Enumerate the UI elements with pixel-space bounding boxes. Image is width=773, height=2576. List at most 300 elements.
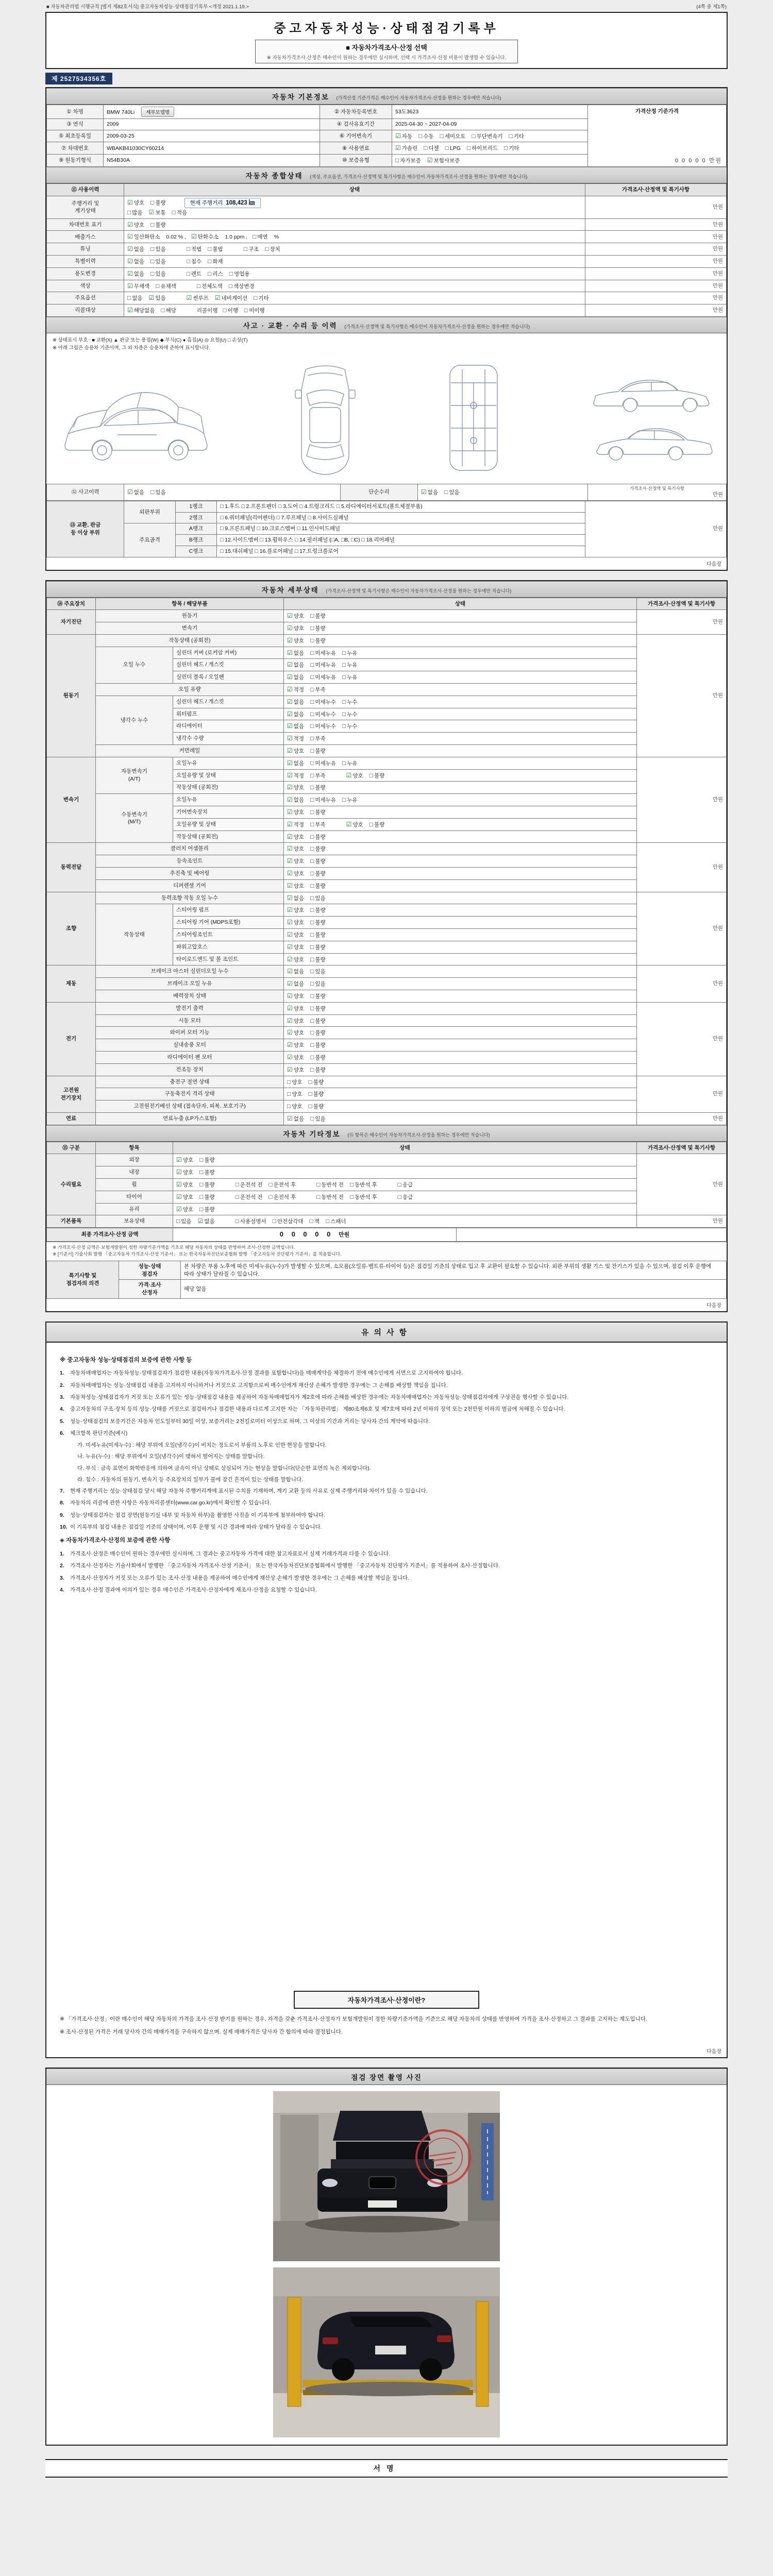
status-cell xyxy=(284,696,637,708)
checkbox-option[interactable] xyxy=(287,1006,304,1012)
notice-body xyxy=(46,1343,727,1603)
basic-section-note: (가격산정 기준가격은 매수인이 자동차가격조사·산정을 원하는 경우에만 적습니다) xyxy=(336,95,501,100)
checkbox-option[interactable] xyxy=(346,773,363,779)
status-cell xyxy=(284,1027,637,1039)
checkbox-option[interactable] xyxy=(161,308,176,314)
checkbox-option[interactable] xyxy=(229,271,250,277)
checkbox-label: 없음 xyxy=(293,723,305,730)
detail-model-button[interactable]: 세부모델명 xyxy=(141,107,174,117)
checkbox-option[interactable] xyxy=(310,711,336,718)
checkbox-label: 동반석 후 xyxy=(355,1181,377,1188)
checkbox-option[interactable] xyxy=(199,1157,215,1163)
checkbox-option[interactable] xyxy=(287,699,304,705)
checkbox-label: 있음 xyxy=(155,246,166,253)
checkbox-option[interactable] xyxy=(287,638,304,644)
checkbox-option[interactable] xyxy=(254,295,269,301)
checkbox-option[interactable] xyxy=(199,1207,215,1213)
unchecked-checkbox-icon: □ xyxy=(310,968,314,975)
checkbox-option[interactable] xyxy=(150,489,166,496)
checkbox-option[interactable] xyxy=(310,1055,326,1061)
checkbox-option[interactable] xyxy=(342,797,358,803)
checkbox-option[interactable] xyxy=(198,1218,215,1225)
rank-items[interactable]: □ 1.후드 □ 2.프론트펜더 □ 3.도어 □ 4.트렁크리드 □ 5.라디에이터서포트(볼트체결부품) xyxy=(217,501,585,513)
checkbox-option[interactable] xyxy=(310,1030,326,1036)
device-label: 자기진단 xyxy=(47,610,96,635)
checkbox-option[interactable] xyxy=(172,210,188,216)
checkbox-option[interactable] xyxy=(287,1018,304,1024)
checkbox-option[interactable] xyxy=(191,234,219,240)
checkbox-option[interactable] xyxy=(253,234,268,240)
part-label: 타이로드엔드 및 볼 조인트 xyxy=(173,953,284,965)
checkbox-option[interactable] xyxy=(287,981,304,987)
inspection-period-value: 2025-04-30 ~ 2027-04-09 xyxy=(392,119,588,130)
checkbox-option[interactable] xyxy=(310,613,326,619)
checkbox-option[interactable] xyxy=(342,674,358,681)
checkbox-option[interactable] xyxy=(310,809,326,816)
checkbox-option[interactable] xyxy=(287,895,304,902)
checkbox-option[interactable] xyxy=(127,295,143,301)
checkbox-option[interactable] xyxy=(287,858,304,865)
checkbox-option[interactable] xyxy=(287,920,304,926)
checkbox-option[interactable] xyxy=(342,711,358,718)
signature-space xyxy=(45,2478,728,2576)
checkbox-label: 불량 xyxy=(315,625,326,632)
checkbox-label: 누유 xyxy=(347,662,358,669)
checkbox-option[interactable] xyxy=(316,1182,344,1188)
checkbox-option[interactable] xyxy=(287,1055,304,1061)
price-cell: 만원 xyxy=(585,280,727,292)
checkbox-option[interactable] xyxy=(346,822,363,828)
document-title: 중고자동차성능·상태점검기록부 xyxy=(274,22,499,36)
status-cell xyxy=(284,1100,637,1113)
unchecked-checkbox-icon: □ xyxy=(287,1103,291,1110)
checkbox-option[interactable] xyxy=(287,662,304,668)
checked-checkbox-icon: ☑ xyxy=(287,808,293,816)
checkbox-option[interactable] xyxy=(127,246,144,252)
checkbox-option[interactable] xyxy=(268,1194,296,1200)
checkbox-label: 렌트 xyxy=(191,270,202,277)
item-label: 등속조인트 xyxy=(96,855,284,868)
checkbox-option[interactable] xyxy=(440,133,466,140)
checkbox-option[interactable] xyxy=(287,1079,303,1086)
checkbox-label: 양호 xyxy=(182,1157,194,1164)
overall-row xyxy=(47,256,727,268)
checkbox-option[interactable] xyxy=(176,1182,193,1188)
checkbox-label: 양호 xyxy=(182,1206,194,1213)
checkbox-option[interactable] xyxy=(310,822,326,828)
checkbox-option[interactable] xyxy=(236,1182,263,1188)
checkbox-option[interactable] xyxy=(350,1182,377,1188)
checkbox-option[interactable] xyxy=(287,711,304,718)
document-page xyxy=(45,0,728,2576)
checkbox-option[interactable] xyxy=(310,760,336,767)
unchecked-checkbox-icon: □ xyxy=(342,698,346,705)
checkbox-option[interactable] xyxy=(310,736,326,742)
checkbox-option[interactable] xyxy=(444,489,460,496)
price-cell: 만원 xyxy=(637,1154,727,1215)
item-label: 실내송풍 모터 xyxy=(96,1039,284,1052)
checkbox-option[interactable] xyxy=(127,222,144,228)
item-label: 연료누출 (LP가스포함) xyxy=(96,1112,284,1125)
checkbox-option[interactable] xyxy=(127,234,160,240)
checked-checkbox-icon: ☑ xyxy=(287,722,293,730)
checkbox-option[interactable] xyxy=(310,1018,326,1024)
checkbox-option[interactable] xyxy=(287,748,304,754)
checkbox-option[interactable] xyxy=(310,773,326,779)
checkbox-label: 기타 xyxy=(509,145,519,152)
part-label: 파워고압호스 xyxy=(173,941,284,953)
accident-history-row xyxy=(47,484,727,501)
checkbox-option[interactable] xyxy=(310,920,326,926)
checkbox-option[interactable] xyxy=(187,295,209,301)
checkbox-option[interactable] xyxy=(187,259,202,265)
checkbox-option[interactable] xyxy=(208,246,223,252)
checkbox-option[interactable] xyxy=(287,625,304,632)
checkbox-option[interactable] xyxy=(310,687,326,693)
checkbox-option[interactable] xyxy=(287,760,304,767)
checkbox-label: 탄화수소 xyxy=(197,234,219,241)
checkbox-label: 불량 xyxy=(315,1005,326,1012)
item-label: 수동변속기 (M/T) xyxy=(96,794,173,843)
checkbox-option[interactable] xyxy=(472,133,502,140)
checkbox-option[interactable] xyxy=(176,1170,193,1176)
checkbox-option[interactable] xyxy=(287,723,304,730)
checkbox-option[interactable] xyxy=(310,638,326,644)
checkbox-option[interactable] xyxy=(418,133,434,140)
status-cell xyxy=(173,1203,637,1215)
item-label: 자동변속기 (A/T) xyxy=(96,757,173,793)
status-cell xyxy=(284,941,637,953)
overall-section-title: 자동차 종합상태 xyxy=(245,172,303,180)
checkbox-label: 있음 xyxy=(315,1115,326,1122)
signature-section xyxy=(45,2459,728,2576)
checkbox-option[interactable] xyxy=(310,883,326,889)
checkbox-option[interactable] xyxy=(287,846,304,852)
detail-row xyxy=(47,855,727,868)
checkbox-option[interactable] xyxy=(310,1116,326,1122)
col-use-history: ⑪ 사용이력 xyxy=(47,184,124,196)
checked-checkbox-icon: ☑ xyxy=(287,747,293,754)
checkbox-option[interactable] xyxy=(176,1218,192,1225)
checkbox-option[interactable] xyxy=(287,957,304,963)
price-cell: 만원 xyxy=(637,1215,727,1228)
unchecked-checkbox-icon: □ xyxy=(272,1217,276,1225)
checkbox-option[interactable] xyxy=(310,1067,326,1073)
checkbox-option[interactable] xyxy=(287,1030,304,1036)
checkbox-option[interactable] xyxy=(504,145,519,151)
checkbox-option[interactable] xyxy=(310,834,326,840)
checkbox-option[interactable] xyxy=(310,674,336,681)
detail-row xyxy=(47,1027,727,1039)
checkbox-label: 없음 xyxy=(133,246,145,253)
use-history-label: 주요옵션 xyxy=(47,292,124,304)
checkbox-option[interactable] xyxy=(287,1091,303,1097)
checkbox-option[interactable] xyxy=(208,271,223,277)
unchecked-checkbox-icon: □ xyxy=(310,612,314,620)
checked-checkbox-icon: ☑ xyxy=(287,833,293,840)
checkbox-option[interactable] xyxy=(310,858,326,865)
checkbox-option[interactable] xyxy=(156,283,176,290)
checkbox-option[interactable] xyxy=(287,687,304,693)
checkbox-option[interactable] xyxy=(310,785,326,791)
price-cell: 만원 xyxy=(585,218,727,231)
checkbox-option[interactable] xyxy=(310,662,336,668)
checkbox-label: 없음 xyxy=(293,797,305,804)
checkbox-option[interactable] xyxy=(287,822,304,828)
checkbox-option[interactable] xyxy=(127,271,144,277)
checkbox-option[interactable] xyxy=(287,785,304,791)
checkbox-option[interactable] xyxy=(127,200,144,206)
checkbox-option[interactable] xyxy=(215,295,247,301)
overall-row xyxy=(47,304,727,317)
item-label: 보유상태 xyxy=(96,1215,173,1228)
detail-row xyxy=(47,794,727,806)
status-cell xyxy=(284,904,637,917)
part-label: 오일누유 xyxy=(173,757,284,769)
checkbox-option[interactable] xyxy=(176,1157,193,1163)
transmission-label: ⑥ 기어변속기 xyxy=(320,130,392,142)
checkbox-option[interactable] xyxy=(326,1218,346,1225)
checkbox-option[interactable] xyxy=(342,760,358,767)
checkbox-option[interactable] xyxy=(309,1104,324,1110)
checkbox-option[interactable] xyxy=(310,1218,320,1225)
checkbox-option[interactable] xyxy=(197,283,223,290)
checkbox-option[interactable] xyxy=(395,158,421,164)
checkbox-option[interactable] xyxy=(421,489,438,496)
rank-items[interactable]: □ 6.쿼터패널(리어펜더) □ 7.루프패널 □ 8.사이드실패널 xyxy=(217,512,585,523)
checked-checkbox-icon: ☑ xyxy=(176,1193,182,1200)
checkbox-option[interactable] xyxy=(424,145,439,151)
checkbox-label: 스패너 xyxy=(330,1218,346,1225)
inspection-period-label: ④ 검사유효기간 xyxy=(320,119,392,130)
checkbox-option[interactable] xyxy=(309,1091,324,1097)
status-cell xyxy=(124,267,585,280)
checkbox-option[interactable] xyxy=(268,1182,296,1188)
checkbox-option[interactable] xyxy=(127,210,143,216)
checkbox-option[interactable] xyxy=(287,932,304,938)
checkbox-option[interactable] xyxy=(244,246,259,252)
checkbox-option[interactable] xyxy=(229,283,255,290)
checkbox-option[interactable] xyxy=(223,308,238,314)
checkbox-option[interactable] xyxy=(199,1170,215,1176)
checkbox-option[interactable] xyxy=(150,271,166,277)
checkbox-option[interactable] xyxy=(398,1194,413,1200)
checkbox-label: 양호 xyxy=(293,809,305,816)
checkbox-label: 양호 xyxy=(293,625,305,632)
checkbox-label: 불량 xyxy=(374,821,385,828)
checkbox-option[interactable] xyxy=(309,1079,324,1086)
checkbox-option[interactable] xyxy=(149,210,166,216)
vin-label: ⑦ 차대번호 xyxy=(47,142,104,155)
checkbox-option[interactable] xyxy=(310,625,326,632)
checkbox-option[interactable] xyxy=(287,736,304,742)
checkbox-option[interactable] xyxy=(150,200,166,206)
checkbox-option[interactable] xyxy=(287,1116,304,1122)
checked-checkbox-icon: ☑ xyxy=(127,488,133,496)
checkbox-option[interactable] xyxy=(310,907,326,913)
rank-items[interactable]: □ 9.프론트패널 □ 10.크로스멤버 □ 11.인사이드패널 xyxy=(217,523,585,535)
unchecked-checkbox-icon: □ xyxy=(310,820,314,828)
status-cell xyxy=(284,1112,637,1125)
rank-items[interactable]: □ 15.대쉬패널 □ 16.플로어패널 □ 17.트렁크플로어 xyxy=(217,546,585,557)
detail-row xyxy=(47,1178,727,1191)
unchecked-checkbox-icon: □ xyxy=(342,661,346,669)
notice-number: 2. xyxy=(60,1563,64,1569)
rank-items[interactable]: □ 12.사이드멤버 □ 13.휠하우스 □ 14.필러패널 (□A, □B, □C) □ 18.리어패널 xyxy=(217,535,585,546)
checkbox-option[interactable] xyxy=(187,246,202,252)
checkbox-option[interactable] xyxy=(287,834,304,840)
unchecked-checkbox-icon: □ xyxy=(254,294,258,302)
checkbox-option[interactable] xyxy=(287,907,304,913)
checkbox-option[interactable] xyxy=(467,145,498,151)
status-cell xyxy=(284,634,637,647)
status-cell xyxy=(284,720,637,733)
checkbox-option[interactable] xyxy=(150,222,166,228)
basic-row-1 xyxy=(47,105,727,119)
checkbox-option[interactable] xyxy=(176,1194,193,1200)
checkbox-option[interactable] xyxy=(310,969,326,975)
checkbox-option[interactable] xyxy=(273,1218,304,1225)
checkbox-option[interactable] xyxy=(310,846,326,852)
checkbox-option[interactable] xyxy=(149,295,166,301)
checkbox-option[interactable] xyxy=(310,932,326,938)
unchecked-checkbox-icon: □ xyxy=(342,649,346,656)
item-label: 시동 모터 xyxy=(96,1014,284,1027)
checkbox-option[interactable] xyxy=(199,1194,215,1200)
checkbox-option[interactable] xyxy=(287,773,304,779)
checkbox-option[interactable] xyxy=(310,1006,326,1012)
checkbox-option[interactable] xyxy=(395,145,417,151)
checkbox-option[interactable] xyxy=(342,650,358,656)
checkbox-option[interactable] xyxy=(287,1104,303,1110)
checkbox-label: 불량 xyxy=(315,920,326,926)
checkbox-label: 없음 xyxy=(133,270,145,277)
notice-text: 자동차매매업자는 성능·상태점검 내용을 고지하지 아니하거나 거짓으로 고지함으로써 매수인에게 재산상 손해가 발생한 경우에는 그 손해를 배상할 책임을 집니다. xyxy=(70,1382,448,1388)
checkbox-label: 양호 xyxy=(293,920,305,926)
photo-section-title: 점검 장면 촬영 사진 xyxy=(351,2073,422,2081)
checkbox-option[interactable] xyxy=(310,981,326,987)
checkbox-option[interactable] xyxy=(350,1194,377,1200)
notice-text: 성능·상태점검자는 점검 장면(원동기실 내부 및 자동차 하부)을 촬영한 사진을 이 기록부에 첨부하여야 합니다. xyxy=(70,1512,325,1518)
checkbox-option[interactable] xyxy=(127,308,155,314)
checkbox-option[interactable] xyxy=(287,613,304,619)
checkbox-option[interactable] xyxy=(244,308,265,314)
item-label: 발전기 출력 xyxy=(96,1002,284,1014)
checkbox-option[interactable] xyxy=(287,871,304,877)
checkbox-option[interactable] xyxy=(310,871,326,877)
status-cell xyxy=(124,280,585,292)
checkbox-option[interactable] xyxy=(342,723,358,730)
checkbox-option[interactable] xyxy=(310,944,326,951)
notice-text: 성능·상태점검의 보증기간은 자동차 인도일부터 30일 이상, 보증거리는 2천킬로미터 이상으로 하며, 그 이상의 기간과 거리는 당사자 간의 계약에 따릅니다. xyxy=(70,1418,430,1425)
checkbox-label: 양호 xyxy=(293,956,305,963)
notice-number: 4. xyxy=(60,1406,64,1413)
checkbox-option[interactable] xyxy=(287,993,304,999)
checkbox-option[interactable] xyxy=(310,748,326,754)
checkbox-option[interactable] xyxy=(208,259,223,265)
checkbox-option[interactable] xyxy=(342,699,358,705)
unchecked-checkbox-icon: □ xyxy=(349,1193,354,1200)
checkbox-option[interactable] xyxy=(287,809,304,816)
checkbox-option[interactable] xyxy=(310,650,336,656)
notice-text: 자동차의 리콜에 관한 사항은 자동차리콜센터(www.car.go.kr)에서 확인할 수 있습니다. xyxy=(70,1500,271,1506)
checkbox-option[interactable] xyxy=(265,246,280,252)
checkbox-option[interactable] xyxy=(236,1218,266,1225)
checkbox-option[interactable] xyxy=(127,283,149,290)
checkbox-option[interactable] xyxy=(316,1194,344,1200)
car-underbody-diagram xyxy=(440,358,508,478)
item-label: 유리 xyxy=(96,1203,173,1215)
checkbox-option[interactable] xyxy=(509,133,524,140)
item-label: 추진축 및 베어링 xyxy=(96,867,284,879)
checkbox-option[interactable] xyxy=(287,944,304,951)
overall-row xyxy=(47,292,727,304)
checkbox-option[interactable] xyxy=(310,797,336,803)
final-price-unit: 만원 xyxy=(338,1232,350,1239)
transmission-options xyxy=(392,130,588,142)
detail-row xyxy=(47,1191,727,1203)
use-history-label: 튜닝 xyxy=(47,243,124,256)
checkbox-option[interactable] xyxy=(287,650,304,656)
checkbox-option[interactable] xyxy=(398,1182,413,1188)
checkbox-option[interactable] xyxy=(310,993,326,999)
checkbox-option[interactable] xyxy=(310,1042,326,1048)
checkbox-option[interactable] xyxy=(199,1182,215,1188)
notice-subitem: 나. 누유(누수) : 해당 부위에서 오일(냉각수)이 맺혀서 떨어지는 상태를 말합니다. xyxy=(77,1453,265,1460)
unchecked-checkbox-icon: □ xyxy=(342,673,346,681)
checkbox-option[interactable] xyxy=(287,674,304,681)
checkbox-label: 적정 xyxy=(293,687,305,693)
checkbox-option[interactable] xyxy=(395,133,412,140)
unchecked-checkbox-icon: □ xyxy=(310,1041,314,1049)
checkbox-option[interactable] xyxy=(127,259,144,265)
checkbox-option[interactable] xyxy=(369,773,385,779)
rank-section-label: ⑬ 교환, 판금 등 이상 부위 xyxy=(47,501,124,557)
checkbox-option[interactable] xyxy=(127,489,144,496)
detail-row xyxy=(47,843,727,855)
checkbox-option[interactable] xyxy=(310,957,326,963)
checked-checkbox-icon: ☑ xyxy=(176,1205,182,1213)
checkbox-option[interactable] xyxy=(150,259,166,265)
checkbox-option[interactable] xyxy=(427,158,460,164)
checked-checkbox-icon: ☑ xyxy=(287,686,293,693)
checkbox-option[interactable] xyxy=(287,969,304,975)
unchecked-checkbox-icon: □ xyxy=(196,282,201,290)
checkbox-option[interactable] xyxy=(342,662,358,668)
checkbox-option[interactable] xyxy=(287,1067,304,1073)
checkbox-label: 없음 xyxy=(293,699,305,705)
checkbox-label: 불량 xyxy=(315,944,326,951)
checkbox-option[interactable] xyxy=(287,1042,304,1048)
unchecked-checkbox-icon: □ xyxy=(228,282,232,290)
checkbox-option[interactable] xyxy=(287,797,304,803)
checkbox-option[interactable] xyxy=(310,723,336,730)
checkbox-option[interactable] xyxy=(150,246,166,252)
checkbox-option[interactable] xyxy=(187,271,202,277)
price-definition-paragraphs xyxy=(60,2015,713,2037)
checkbox-option[interactable] xyxy=(310,895,326,902)
checkbox-option[interactable] xyxy=(445,145,461,151)
checkbox-option[interactable] xyxy=(176,1207,193,1213)
checkbox-option[interactable] xyxy=(287,883,304,889)
checkbox-option[interactable] xyxy=(310,699,336,705)
checkbox-option[interactable] xyxy=(236,1194,263,1200)
status-cell xyxy=(284,622,637,635)
checkbox-label: 양호 xyxy=(293,1054,305,1061)
simple-repair-label: 단순수리 xyxy=(341,484,418,501)
checkbox-option[interactable] xyxy=(369,822,385,828)
status-cell xyxy=(124,304,585,317)
